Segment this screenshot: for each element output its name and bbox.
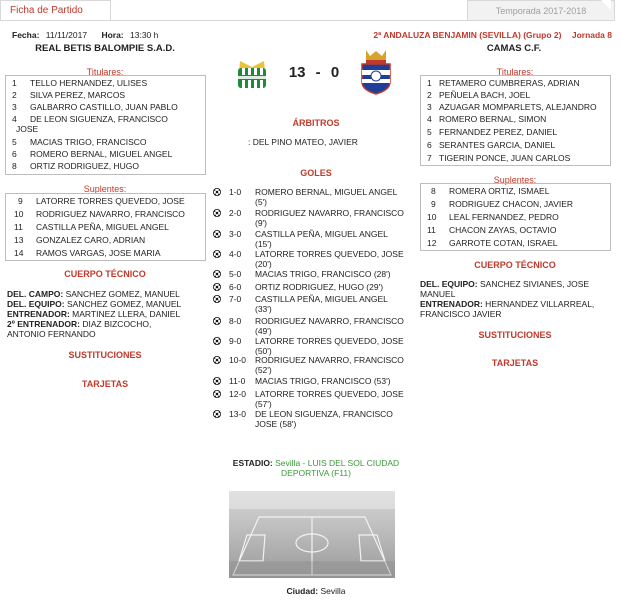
time-value: 13:30 h	[130, 30, 159, 40]
shirt-number: 9	[431, 199, 436, 209]
home-substitutions-title: SUSTITUCIONES	[68, 350, 142, 360]
home-staff-list	[7, 289, 207, 339]
goals-title: GOLES	[300, 168, 332, 178]
staff-role: DEL. EQUIPO:	[7, 299, 65, 309]
goal-score: 1-0	[229, 187, 242, 197]
player-name: PEÑUELA BACH, JOEL	[439, 90, 531, 100]
goal-score: 3-0	[229, 229, 242, 239]
soccer-ball-icon	[213, 188, 221, 196]
goal-score: 2-0	[229, 208, 242, 218]
shirt-number: 9	[18, 196, 23, 206]
goal-scorer	[255, 389, 420, 409]
soccer-ball-icon	[213, 410, 221, 418]
home-subs-label: Suplentes:	[83, 184, 127, 194]
scorer-line: LATORRE TORRES QUEVEDO, JOSE	[255, 389, 404, 399]
shirt-number: 12	[427, 238, 437, 248]
goal-scorer: MACIAS TRIGO, FRANCISCO (28')	[255, 269, 391, 279]
staff-role: DEL. CAMPO:	[7, 289, 64, 299]
scorer-line: (49')	[255, 326, 272, 336]
goal-scorer: MACIAS TRIGO, FRANCISCO (53')	[255, 376, 391, 386]
away-cards-title: TARJETAS	[491, 358, 539, 368]
stadium-label: ESTADIO:	[232, 458, 273, 468]
player-name: SERANTES GARCIA, DANIEL	[439, 140, 556, 150]
away-subs-list	[420, 183, 611, 251]
round-label: Jornada 8	[571, 30, 612, 40]
shirt-number: 2	[12, 90, 17, 100]
staff-line	[7, 299, 207, 309]
scorer-line: RODRIGUEZ NAVARRO, FRANCISCO	[255, 208, 404, 218]
scorer-line: CASTILLA PEÑA, MIGUEL ANGEL	[255, 229, 388, 239]
away-subs-label: Suplentes:	[493, 175, 537, 185]
staff-line	[420, 289, 612, 299]
player-name: JOSE	[16, 124, 39, 134]
goal-score: 7-0	[229, 294, 242, 304]
scorer-line: (5')	[255, 197, 268, 207]
shirt-number: 6	[12, 149, 17, 159]
player-name: LATORRE TORRES QUEVEDO, JOSE	[36, 196, 185, 206]
shirt-number: 4	[427, 114, 432, 124]
shirt-number: 6	[427, 140, 432, 150]
staff-role: 2º ENTRENADOR:	[7, 319, 80, 329]
player-name: RAMOS VARGAS, JOSE MARIA	[36, 248, 161, 258]
goal-score: 4-0	[229, 249, 242, 259]
player-name: CASTILLA PEÑA, MIGUEL ANGEL	[36, 222, 169, 232]
scorer-line: DE LEON SIGUENZA, FRANCISCO	[255, 409, 393, 419]
away-team-name[interactable]: CAMAS C.F.	[486, 43, 542, 54]
city-name: Sevilla	[318, 586, 346, 596]
soccer-ball-icon	[213, 377, 221, 385]
staff-line	[420, 279, 612, 289]
staff-name: SANCHEZ SIVIANES, JOSE	[477, 279, 590, 289]
shirt-number: 4	[12, 114, 17, 124]
staff-line	[420, 309, 612, 319]
player-name: GALBARRO CASTILLO, JUAN PABLO	[30, 102, 178, 112]
soccer-ball-icon	[213, 337, 221, 345]
referees-title: ÁRBITROS	[292, 118, 340, 128]
goal-scorer	[255, 187, 420, 207]
stadium-info	[218, 458, 414, 478]
date-value: 11/11/2017	[45, 30, 88, 40]
scorer-line: (50')	[255, 346, 272, 356]
soccer-ball-icon	[213, 283, 221, 291]
soccer-ball-icon	[213, 295, 221, 303]
shirt-number: 14	[14, 248, 24, 258]
shirt-number: 5	[12, 137, 17, 147]
goal-scorer	[255, 336, 420, 356]
goal-score: 11-0	[229, 376, 246, 386]
shirt-number: 13	[14, 235, 24, 245]
shirt-number: 11	[14, 222, 23, 232]
player-name: GARROTE COTAN, ISRAEL	[449, 238, 558, 248]
goal-score: 10-0	[229, 355, 247, 365]
time-label: Hora:	[101, 30, 124, 40]
staff-line	[7, 319, 207, 329]
staff-name: MANUEL	[420, 289, 456, 299]
match-datetime	[12, 30, 158, 40]
away-goals: 0	[330, 64, 340, 81]
player-name: DE LEON SIGUENZA, FRANCISCO	[30, 114, 168, 124]
staff-name: SANCHEZ GOMEZ, MANUEL	[64, 299, 182, 309]
scorer-line: (52')	[255, 365, 272, 375]
home-subs-list	[5, 193, 206, 261]
away-staff-title: CUERPO TÉCNICO	[474, 260, 556, 270]
goal-scorer	[255, 355, 420, 375]
player-name: RODRIGUEZ CHACON, JAVIER	[449, 199, 574, 209]
shirt-number: 1	[427, 78, 432, 88]
scorer-line: (57')	[255, 399, 272, 409]
scorer-line: CASTILLA PEÑA, MIGUEL ANGEL	[255, 294, 388, 304]
shirt-number: 10	[427, 212, 437, 222]
home-starters-label: Titulares:	[86, 67, 124, 77]
goal-scorer	[255, 208, 420, 228]
competition-name[interactable]: 2ª ANDALUZA BENJAMIN (SEVILLA) (Grupo 2)	[373, 30, 562, 40]
shirt-number: 8	[431, 186, 436, 196]
staff-line	[420, 299, 612, 309]
scorer-line: LATORRE TORRES QUEVEDO, JOSE	[255, 336, 404, 346]
home-team-crest-icon[interactable]	[232, 58, 272, 92]
scorer-line: RODRIGUEZ NAVARRO, FRANCISCO	[255, 316, 404, 326]
shirt-number: 2	[427, 90, 432, 100]
tab-bar	[0, 0, 621, 22]
stadium-name-cont: DEPORTIVA (F11)	[281, 468, 351, 478]
goal-score: 12-0	[229, 389, 247, 399]
away-starters-list	[420, 75, 611, 166]
staff-line	[7, 289, 207, 299]
stadium-field-image	[229, 491, 395, 578]
goal-scorer: ORTIZ RODRIGUEZ, HUGO (29')	[255, 282, 384, 292]
player-name: TELLO HERNANDEZ, ULISES	[30, 78, 148, 88]
home-starters-list	[5, 75, 206, 175]
date-label: Fecha:	[12, 30, 40, 40]
match-score	[285, 64, 343, 81]
scorer-line: JOSE (58')	[255, 419, 297, 429]
player-name: FERNANDEZ PEREZ, DANIEL	[439, 127, 558, 137]
city-label: Ciudad:	[286, 586, 319, 596]
away-starters-label: Titulares:	[496, 67, 534, 77]
shirt-number: 8	[12, 161, 17, 171]
goal-score: 8-0	[229, 316, 242, 326]
staff-name: ANTONIO FERNANDO	[7, 329, 96, 339]
player-name: AZUAGAR MOMPARLETS, ALEJANDRO	[439, 102, 597, 112]
shirt-number: 7	[427, 153, 432, 163]
competition-info	[340, 30, 612, 40]
player-name: ORTIZ RODRIGUEZ, HUGO	[30, 161, 139, 171]
soccer-ball-icon	[213, 250, 221, 258]
scorer-line: (20')	[255, 259, 272, 269]
goal-score: 6-0	[229, 282, 242, 292]
soccer-ball-icon	[213, 390, 221, 398]
away-substitutions-title: SUSTITUCIONES	[478, 330, 552, 340]
season-badge-corner	[601, 0, 611, 10]
shirt-number: 1	[12, 78, 17, 88]
shirt-number: 5	[427, 127, 432, 137]
soccer-ball-icon	[213, 356, 221, 364]
goal-scorer	[255, 229, 420, 249]
soccer-ball-icon	[213, 230, 221, 238]
score-separator: -	[315, 64, 321, 81]
home-staff-title: CUERPO TÉCNICO	[64, 269, 146, 279]
shirt-number: 10	[14, 209, 24, 219]
city-info	[218, 586, 414, 596]
scorer-line: RODRIGUEZ NAVARRO, FRANCISCO	[255, 355, 404, 365]
referee-name: : DEL PINO MATEO, JAVIER	[248, 137, 358, 147]
staff-name: DIAZ BIZCOCHO,	[80, 319, 152, 329]
home-cards-title: TARJETAS	[81, 379, 129, 389]
player-name: GONZALEZ CARO, ADRIAN	[36, 235, 146, 245]
goal-scorer	[255, 249, 420, 269]
soccer-ball-icon	[213, 270, 221, 278]
shirt-number: 3	[427, 102, 432, 112]
home-team-name[interactable]: REAL BETIS BALOMPIE S.A.D.	[35, 43, 175, 54]
home-goals: 13	[288, 64, 306, 81]
goal-score: 13-0	[229, 409, 247, 419]
player-name: TIGERIN PONCE, JUAN CARLOS	[439, 153, 571, 163]
goal-scorer	[255, 316, 420, 336]
player-name: ROMERA ORTIZ, ISMAEL	[449, 186, 550, 196]
stadium-name[interactable]: Sevilla - LUIS DEL SOL CIUDAD	[272, 458, 400, 468]
scorer-line: ROMERO BERNAL, MIGUEL ANGEL	[255, 187, 398, 197]
staff-line	[7, 309, 207, 319]
scorer-line: (9')	[255, 218, 268, 228]
goal-scorer	[255, 294, 420, 314]
player-name: RODRIGUEZ NAVARRO, FRANCISCO	[36, 209, 185, 219]
scorer-line: (33')	[255, 304, 272, 314]
staff-role: ENTRENADOR:	[7, 309, 70, 319]
shirt-number: 11	[427, 225, 436, 235]
scorer-line: (15')	[255, 239, 272, 249]
staff-line	[7, 329, 207, 339]
player-name: LEAL FERNANDEZ, PEDRO	[449, 212, 559, 222]
staff-name: MARTINEZ LLERA, DANIEL	[69, 309, 181, 319]
tab-divider	[0, 20, 468, 21]
goal-score: 9-0	[229, 336, 242, 346]
season-badge: Temporada 2017-2018	[467, 0, 615, 21]
staff-role: ENTRENADOR:	[420, 299, 483, 309]
staff-role: DEL. EQUIPO:	[420, 279, 478, 289]
staff-name: FRANCISCO JAVIER	[420, 309, 502, 319]
staff-name: HERNANDEZ VILLARREAL,	[482, 299, 595, 309]
player-name: ROMERO BERNAL, MIGUEL ANGEL	[30, 149, 173, 159]
soccer-ball-icon	[213, 209, 221, 217]
goal-score: 5-0	[229, 269, 242, 279]
player-name: ROMERO BERNAL, SIMON	[439, 114, 547, 124]
scorer-line: LATORRE TORRES QUEVEDO, JOSE	[255, 249, 404, 259]
player-name: MACIAS TRIGO, FRANCISCO	[30, 137, 147, 147]
soccer-ball-icon	[213, 317, 221, 325]
player-name: RETAMERO CUMBRERAS, ADRIAN	[439, 78, 580, 88]
staff-name: SANCHEZ GOMEZ, MANUEL	[63, 289, 180, 299]
away-staff-list	[420, 279, 612, 319]
player-name: SILVA PEREZ, MARCOS	[30, 90, 126, 100]
tab-match-sheet[interactable]: Ficha de Partido	[0, 0, 111, 20]
player-name: CHACON ZAYAS, OCTAVIO	[449, 225, 557, 235]
away-team-crest-icon[interactable]	[356, 48, 396, 96]
shirt-number: 3	[12, 102, 17, 112]
goal-scorer	[255, 409, 420, 429]
